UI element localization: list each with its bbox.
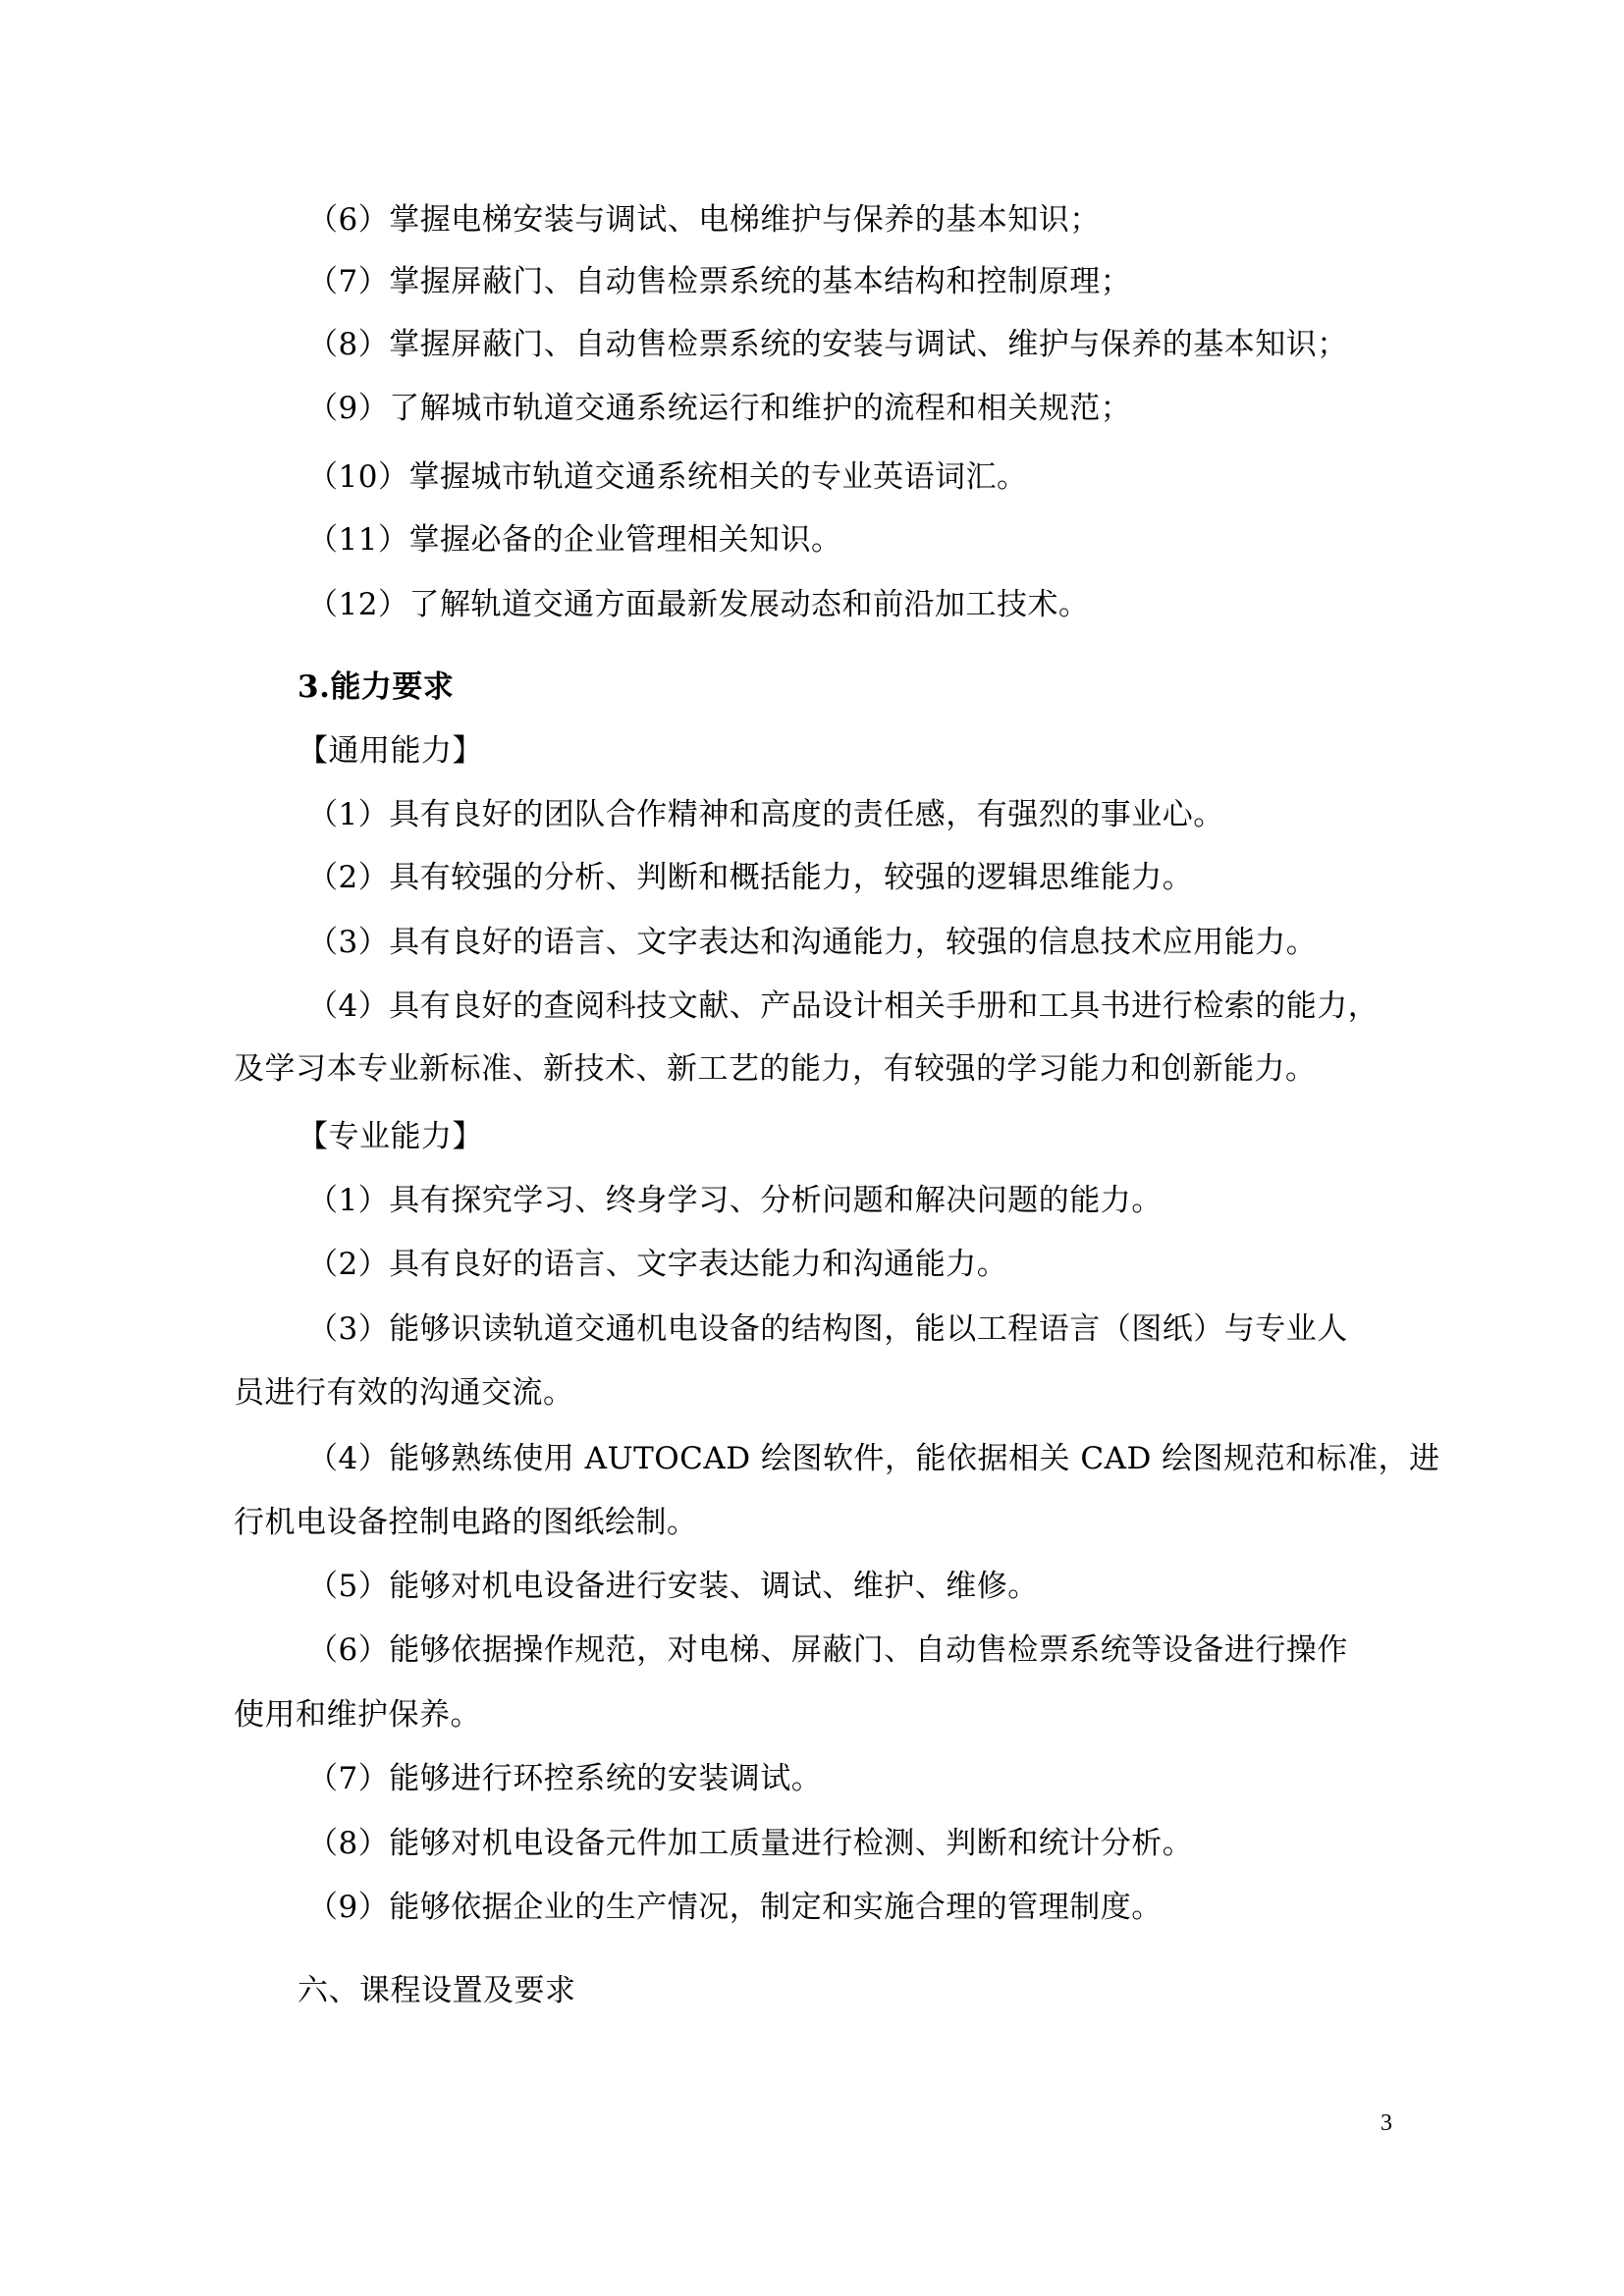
knowledge-item-7: （7）掌握屏蔽门、自动售检票系统的基本结构和控制原理； [307,264,1132,299]
ability-heading: 3.能力要求 [298,669,455,705]
section-heading: 六、课程设置及要求 [298,1973,576,2008]
professional-ability-heading: 【专业能力】 [298,1119,483,1154]
knowledge-item-12: （12）了解轨道交通方面最新发展动态和前沿加工技术。 [307,587,1090,622]
general-item-3: （3）具有良好的语言、文字表达和沟通能力，较强的信息技术应用能力。 [307,925,1318,960]
knowledge-item-9: （9）了解城市轨道交通系统运行和维护的流程和相关规范； [307,391,1132,426]
professional-item-6: （6）能够依据操作规范，对电梯、屏蔽门、自动售检票系统等设备进行操作 [307,1632,1348,1668]
general-item-4: （4）具有良好的查阅科技文献、产品设计相关手册和工具书进行检索的能力， [307,988,1380,1024]
page-number: 3 [1380,2110,1392,2136]
knowledge-item-10: （10）掌握城市轨道交通系统相关的专业英语词汇。 [307,459,1028,495]
knowledge-item-8: （8）掌握屏蔽门、自动售检票系统的安装与调试、维护与保养的基本知识； [307,327,1348,362]
professional-item-2: （2）具有良好的语言、文字表达能力和沟通能力。 [307,1247,1008,1282]
professional-item-5: （5）能够对机电设备进行安装、调试、维护、维修。 [307,1569,1039,1604]
professional-item-8: （8）能够对机电设备元件加工质量进行检测、判断和统计分析。 [307,1826,1194,1861]
professional-item-7: （7）能够进行环控系统的安装调试。 [307,1761,823,1796]
professional-item-4: （4）能够熟练使用 AUTOCAD 绘图软件，能依据相关 CAD 绘图规范和标准，进 [307,1441,1440,1476]
professional-item-9: （9）能够依据企业的生产情况，制定和实施合理的管理制度。 [307,1890,1163,1925]
general-item-2: （2）具有较强的分析、判断和概括能力，较强的逻辑思维能力。 [307,860,1194,895]
general-ability-heading: 【通用能力】 [298,733,483,769]
professional-item-3: （3）能够识读轨道交通机电设备的结构图，能以工程语言（图纸）与专业人 [307,1311,1348,1347]
professional-item-6-continued: 使用和维护保养。 [234,1697,481,1733]
professional-item-3-continued: 员进行有效的沟通交流。 [234,1375,574,1411]
knowledge-item-6: （6）掌握电梯安装与调试、电梯维护与保养的基本知识； [307,202,1101,238]
professional-item-1: （1）具有探究学习、终身学习、分析问题和解决问题的能力。 [307,1183,1163,1218]
general-item-1: （1）具有良好的团队合作精神和高度的责任感，有强烈的事业心。 [307,797,1224,832]
general-item-4-continued: 及学习本专业新标准、新技术、新工艺的能力，有较强的学习能力和创新能力。 [234,1051,1317,1087]
professional-item-4-continued: 行机电设备控制电路的图纸绘制。 [234,1505,698,1540]
knowledge-item-11: （11）掌握必备的企业管理相关知识。 [307,522,842,558]
